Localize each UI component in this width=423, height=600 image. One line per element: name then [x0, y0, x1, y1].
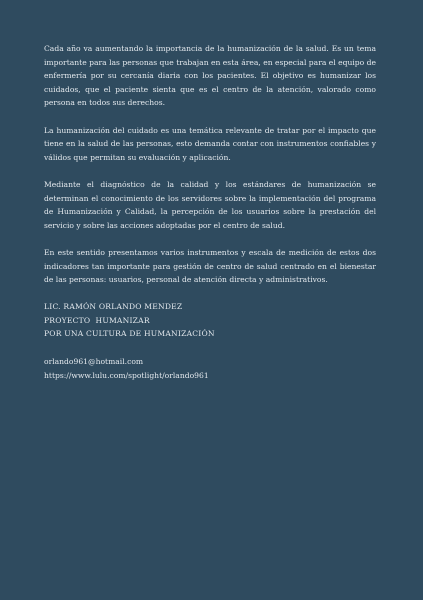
contact-email: orlando961@hotmail.com	[44, 357, 144, 367]
paragraph-relevance: La humanización del cuidado es una temática relevante de tratar por el impacto que tiene en la salud de las personas, esto demanda contar con instrumentos confiables y válidos que permitan su evaluación y aplicación.	[44, 125, 376, 162]
author-name: LIC. RAMÓN ORLANDO MENDEZ	[44, 302, 183, 312]
back-cover-text	[44, 42, 376, 382]
project-motto: POR UNA CULTURA DE HUMANIZACIÓN	[44, 329, 215, 339]
contact-url: https://www.lulu.com/spotlight/orlando961	[44, 370, 209, 380]
paragraph-instruments: En este sentido presentamos varios instrumentos y escala de medición de estos dos indicadores tan importante para gestión de centro de salud centrado en el bienestar de las personas: usuarios, personal de atención directa y administrativos.	[44, 247, 376, 285]
paragraph-diagnosis: Mediante el diagnóstico de la calidad y los estándares de humanización se determinan el conocimiento de los servidores sobre la implementación del programa de Humanización y Calidad, la percepción de los usuarios sobre la prestación del servicio y sobre las acciones adoptadas por el centro de salud.	[44, 179, 376, 230]
project-name: PROYECTO HUMANIZAR	[44, 315, 150, 325]
contact-block	[44, 355, 376, 382]
paragraph-intro: Cada año va aumentando la importancia de la humanización de la salud. Es un tema importante para las personas que trabajan en esta área, en especial para el equipo de enfermería por su cercanía diaria con los pacientes. El objetivo es humanizar los cuidados, que el paciente sienta que es el centro de la atención, valorado como persona en todos sus derechos.	[44, 44, 376, 108]
signature-block	[44, 300, 376, 341]
